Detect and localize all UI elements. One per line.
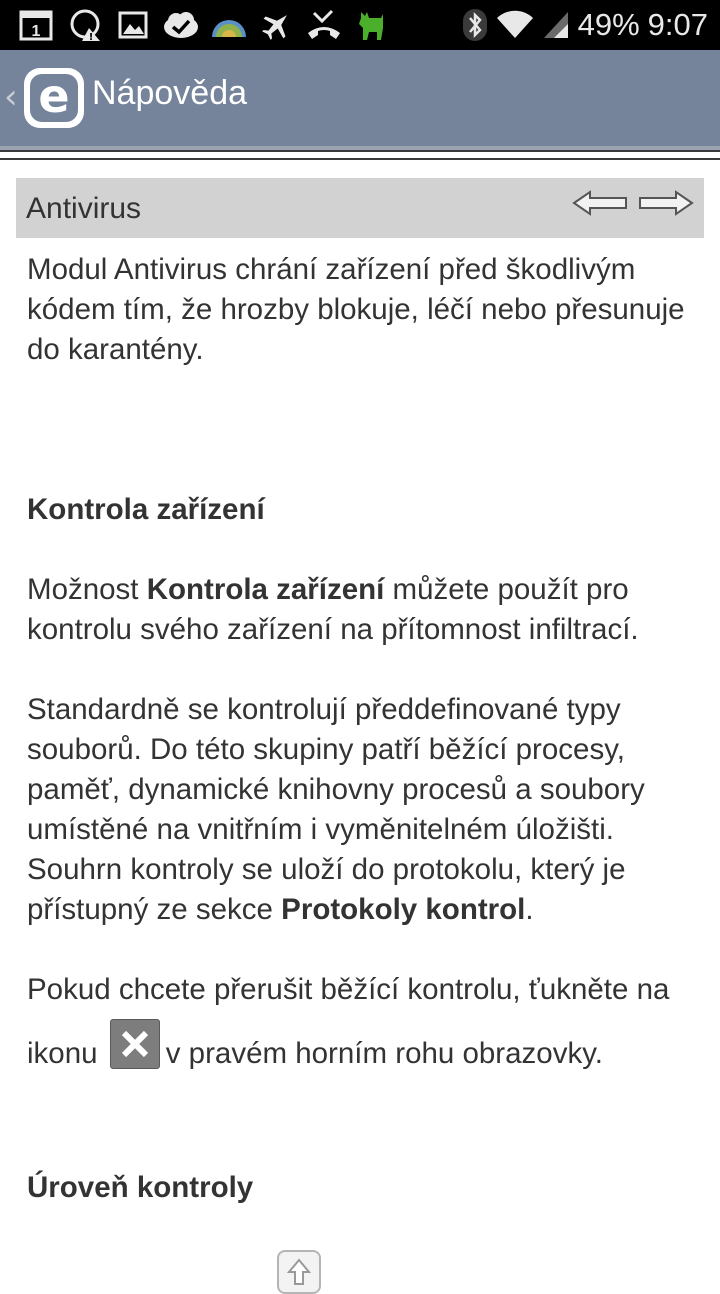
clock: 9:07 xyxy=(647,7,708,42)
paragraph-device-scan xyxy=(27,570,702,650)
app-logo-letter: e xyxy=(30,74,78,122)
sync-alert-icon xyxy=(68,8,104,42)
next-arrow-icon[interactable] xyxy=(638,188,694,218)
app-logo-icon[interactable] xyxy=(24,68,84,128)
p2-text-b: . xyxy=(525,893,534,926)
p1-bold: Kontrola zařízení xyxy=(146,573,385,606)
status-bar xyxy=(0,0,720,50)
svg-text:!: ! xyxy=(88,32,94,42)
section-header xyxy=(16,178,704,238)
gallery-icon xyxy=(116,8,150,42)
checkmark-cloud-icon xyxy=(162,8,200,42)
paragraph-scan-types xyxy=(27,690,702,930)
calendar-icon xyxy=(18,8,54,42)
svg-text:1: 1 xyxy=(31,23,41,40)
heading-device-scan: Kontrola zařízení xyxy=(27,493,265,526)
signal-icon xyxy=(542,10,570,40)
p2-text-a: Standardně se kontrolují předdefinované typy souborů. Do této skupiny patří běžící procesy, paměť, dynamické knihovny procesů a soubory umístěné na vnitřním i vyměnitelném úložišti. Souhrn kontroly se uloží do protokolu, který je přístupný ze sekce xyxy=(27,693,645,926)
battery-percent: 49% xyxy=(577,7,640,42)
p3-text-a: Pokud chcete přerušit běžící kontrolu, ťukněte na ikonu xyxy=(27,973,670,1070)
previous-arrow-icon[interactable] xyxy=(572,188,628,218)
intro-paragraph: Modul Antivirus chrání zařízení před škodlivým kódem tím, že hrozby blokuje, léčí nebo přesunuje do karantény. xyxy=(27,253,685,366)
scroll-up-button[interactable] xyxy=(277,1250,321,1294)
weather-icon xyxy=(210,8,248,42)
up-arrow-icon xyxy=(279,1256,319,1286)
p2-bold: Protokoly kontrol xyxy=(281,893,526,926)
section-title: Antivirus xyxy=(26,192,142,225)
help-content xyxy=(27,250,702,1208)
status-right-group xyxy=(462,0,708,50)
paragraph-stop-scan xyxy=(27,961,702,1083)
p1-text-b: můžete použít pro kontrolu svého zařízení na přítomnost infiltrací. xyxy=(27,573,639,646)
p1-text-a: Možnost xyxy=(27,573,147,606)
missed-call-icon xyxy=(306,8,342,42)
up-navigation-icon[interactable]: ‹ xyxy=(4,77,18,117)
close-icon xyxy=(110,1019,160,1069)
wifi-icon xyxy=(496,10,534,40)
action-bar-divider-lines xyxy=(0,150,720,160)
airplane-icon xyxy=(260,8,294,42)
heading-scan-level: Úroveň kontroly xyxy=(27,1171,254,1204)
android-icon xyxy=(354,8,390,42)
p3-text-b: v pravém horním rohu obrazovky. xyxy=(165,1037,603,1070)
bluetooth-icon xyxy=(462,8,488,42)
action-bar-title[interactable]: Nápověda xyxy=(92,74,248,112)
